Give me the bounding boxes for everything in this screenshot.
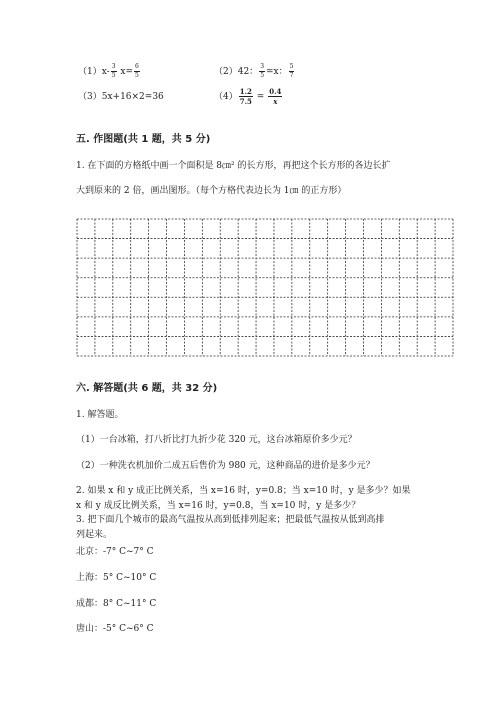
section-5-question-line-2: 大到原来的 2 倍，画出图形。（每个方格代表边长为 1㎝ 的正方形） (76, 186, 347, 196)
equation-4-fraction-a (239, 88, 253, 105)
question-2-line-1: 2. 如果 x 和 y 成正比例关系，当 x=16 时，y=0.8；当 x=10 时，y 是多少？如果 (76, 486, 411, 496)
city-temperature-beijing: 北京：-7° C~7° C (76, 547, 154, 557)
fraction-numerator: 5 (289, 63, 294, 70)
fraction-numerator: 3 (111, 63, 116, 70)
grid-paper (76, 218, 454, 357)
fraction-denominator: x (273, 97, 278, 106)
city-temperature-chengdu: 成都：8° C~11° C (76, 599, 157, 609)
fraction-numerator: 3 (260, 63, 265, 70)
city-temperature-tangshan: 唐山：-5° C~6° C (76, 624, 154, 634)
equation-2 (214, 64, 295, 79)
equation-4-prefix: （4） (214, 92, 238, 102)
fraction-denominator: 5 (260, 72, 265, 79)
fraction-denominator: 7 (289, 72, 294, 79)
question-3-line-1: 3. 把下面几个城市的最高气温按从高到低排列起来；把最低气温按从低到高排 (76, 515, 385, 525)
equation-1 (78, 64, 141, 79)
equation-2-fraction-a (259, 64, 265, 79)
question-2-line-2: x 和 y 成反比例关系，当 x=16 时，y=0.8，当 x=10 时，y 是多少？ (76, 501, 361, 511)
equation-1-fraction-a (111, 64, 117, 79)
fraction-denominator: 5 (135, 72, 139, 79)
fraction-denominator: 5 (111, 72, 116, 79)
question-1-part-1: （1）一台冰箱，打八折比打九折少花 320 元，这台冰箱原价多少元？ (76, 435, 357, 445)
equation-2-prefix: （2）42： (214, 67, 259, 77)
fraction-numerator: 6 (135, 63, 139, 70)
equation-4-fraction-b (268, 88, 282, 105)
equation-4 (214, 88, 283, 105)
section-5-question-line-1: 1. 在下面的方格纸中画一个面积是 8㎝² 的长方形，再把这个长方形的各边长扩 (76, 161, 391, 171)
equation-3: （3）5x+16×2=36 (78, 92, 164, 102)
equation-2-fraction-b (289, 64, 295, 79)
equation-1-middle: x= (120, 67, 134, 77)
section-5-heading: 五. 作图题(共 1 题，共 5 分) (76, 134, 211, 145)
city-temperature-shanghai: 上海：5° C~10° C (76, 573, 157, 583)
fraction-numerator: 1.2 (239, 87, 252, 96)
fraction-denominator: 7.5 (239, 97, 252, 106)
equation-4-middle: = (256, 92, 265, 102)
equation-2-middle: =x： (266, 67, 288, 77)
question-3-line-2: 列起来。 (76, 530, 113, 540)
question-1-title: 1. 解答题。 (76, 410, 124, 420)
equation-1-prefix: （1）x- (78, 67, 110, 77)
fraction-numerator: 0.4 (269, 87, 282, 96)
question-1-part-2: （2）一种洗衣机加价二成五后售价为 980 元，这种商品的进价是多少元？ (76, 461, 375, 471)
section-6-heading: 六. 解答题(共 6 题，共 32 分) (76, 383, 218, 394)
equation-1-fraction-b (134, 64, 140, 79)
